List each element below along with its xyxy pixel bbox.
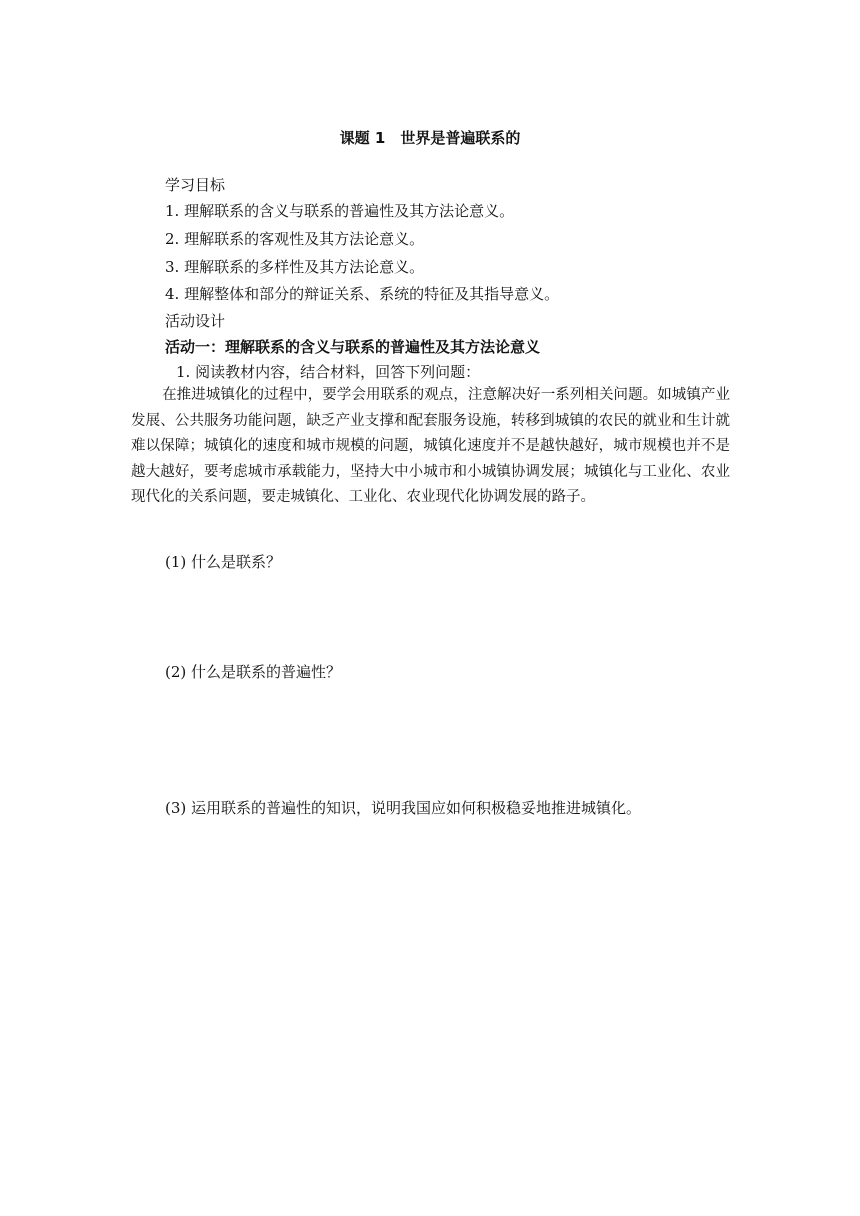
page-title: 课题 1 世界是普遍联系的	[339, 129, 521, 147]
material-paragraph	[131, 383, 730, 511]
objective-item: 3. 理解联系的多样性及其方法论意义。	[165, 258, 425, 276]
question-2: (2) 什么是联系的普遍性？	[165, 663, 342, 681]
objective-item: 4. 理解整体和部分的辩证关系、系统的特征及其指导意义。	[165, 285, 560, 303]
question-3: (3) 运用联系的普遍性的知识，说明我国应如何积极稳妥地推进城镇化。	[165, 799, 642, 817]
activity1-title: 活动一：理解联系的含义与联系的普遍性及其方法论意义	[165, 338, 541, 356]
material-text: 在推进城镇化的过程中，要学会用联系的观点，注意解决好一系列相关问题。如城镇产业发展、公共服务功能问题，缺乏产业支撑和配套服务设施，转移到城镇的农民的就业和生计就难以保障；城镇化的速度和城市规模的问题，城镇化速度并不是越快越好，城市规模也并不是越大越好，要考虑城市承载能力，坚持大中小城市和小城镇协调发展；城镇化与工业化、农业现代化的关系问题，要走城镇化、工业化、农业现代化协调发展的路子。	[131, 387, 730, 505]
activity-heading: 活动设计	[165, 312, 226, 330]
objectives-heading: 学习目标	[165, 176, 226, 194]
objective-item: 2. 理解联系的客观性及其方法论意义。	[165, 230, 425, 248]
objective-item: 1. 理解联系的含义与联系的普遍性及其方法论意义。	[165, 202, 515, 220]
instruction-text: 1. 阅读教材内容，结合材料，回答下列问题：	[176, 363, 481, 381]
question-1: (1) 什么是联系？	[165, 553, 282, 571]
